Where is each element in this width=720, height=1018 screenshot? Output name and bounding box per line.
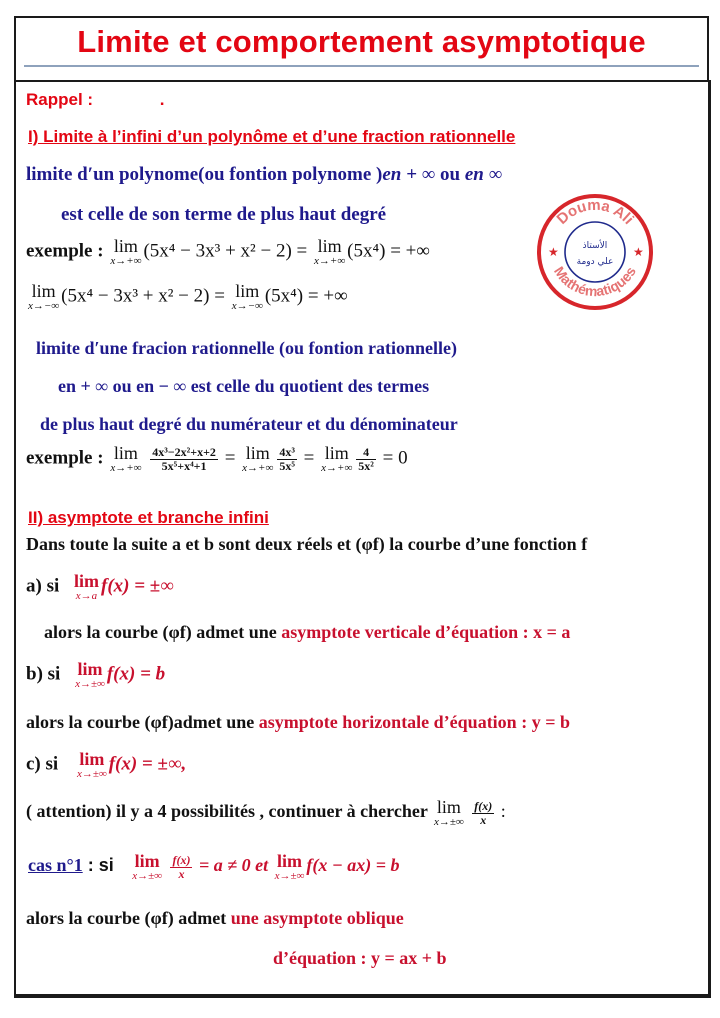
svg-text:الأستاذ: الأستاذ — [582, 241, 608, 251]
poly-example-2 — [26, 282, 348, 312]
cas1-condition — [28, 852, 400, 882]
case-c-condition — [26, 750, 186, 780]
case-c-expression: f(x) = ±∞, — [108, 753, 187, 775]
poly-result: (5x⁴) = +∞ — [264, 285, 348, 307]
case-a-conclusion — [44, 622, 570, 643]
frac-rule-line2: en + ∞ ou en − ∞ est celle du quotient des termes — [58, 376, 430, 396]
fraction-fx-over-x: $\frac{f(x)}{x}$ — [474, 798, 493, 827]
frac-rule-line1: limite d′une fracion rationnelle (ou fontion rationnelle) — [36, 338, 458, 358]
case-a-label: a) si — [26, 575, 60, 597]
case-a-condition — [26, 572, 174, 602]
lim-operator: lim x→+∞ — [110, 236, 142, 267]
si-text: : si — [82, 855, 114, 876]
lim-operator: lim x→+∞ — [242, 443, 274, 474]
svg-text:★: ★ — [633, 245, 644, 259]
example-label: exemple : — [26, 240, 104, 262]
case-b-conclusion — [26, 712, 570, 733]
svg-text:★: ★ — [548, 245, 559, 259]
frac-result: = 0 — [382, 447, 408, 469]
poly-expression: (5x⁴ − 3x³ + x² − 2) = — [61, 285, 225, 307]
page-title: Limite et comportement asymptotique — [77, 24, 646, 59]
lim-operator: lim x→a — [74, 571, 99, 602]
title-divider — [24, 65, 699, 67]
conclusion-text: alors la courbe (φf) admet une — [44, 622, 282, 642]
example-label: exemple : — [26, 447, 104, 469]
cas1-expression-2: f(x − ax) = b — [306, 855, 400, 876]
section2-heading: II) asymptote et branche infini — [28, 508, 269, 527]
fraction-3: $\frac{4}{\text{5x²}}$ — [358, 444, 374, 473]
section2-intro: Dans toute la suite a et b sont deux réels et (φf) la courbe d’une fonction f — [26, 534, 588, 554]
lim-operator: lim x→−∞ — [28, 281, 60, 312]
lim-operator: lim x→+∞ — [110, 443, 142, 474]
lim-operator: lim x→±∞ — [274, 851, 305, 882]
lim-operator: lim x→±∞ — [433, 797, 464, 828]
rappel-dot: . — [159, 90, 165, 109]
conclusion-text: alors la courbe (φf)admet une — [26, 712, 259, 732]
fraction-2: $\frac{\text{4x³}}{\text{5x⁵}}$ — [279, 444, 295, 473]
author-stamp-icon — [535, 192, 655, 312]
fraction-1: $\frac{\text{4x³−2x²+x+2}}{\text{5x⁵+x⁴+1}}$ — [152, 444, 216, 473]
plus-infinity: en + ∞ — [382, 164, 436, 185]
vertical-asymptote: asymptote verticale d’équation : x = a — [281, 622, 571, 642]
attention-line — [26, 798, 506, 828]
conclusion-text: alors la courbe (φf) admet — [26, 908, 231, 928]
poly-rule-line2: est celle de son terme de plus haut degré — [61, 204, 387, 225]
lim-operator: lim x→+∞ — [314, 236, 346, 267]
infinity: en ∞ — [464, 164, 503, 185]
oblique-equation: d’équation : y = ax + b — [273, 948, 447, 968]
cas1-label: cas n°1 — [28, 855, 83, 876]
poly-rule-line1 — [26, 164, 502, 186]
poly-expression: (5x⁴ − 3x³ + x² − 2) = — [143, 240, 308, 262]
fraction-fx-over-x: $\frac{f(x)}{x}$ — [172, 852, 191, 881]
svg-text:Mathématiques: Mathématiques — [550, 263, 639, 300]
frac-rule-line3: de plus haut degré du numérateur et du dénominateur — [40, 414, 458, 434]
lim-operator: lim x→±∞ — [76, 749, 107, 780]
case-b-condition — [26, 660, 165, 690]
frac-example: exemple : lim x→+∞ $\frac{\text{4x³−2x²+x+2}}{\text{5x⁵+x⁴+1}}$ = lim x→+∞ $\frac{\text{4x³}}{\text{5x⁵}}$ = lim x→+∞ $\frac{4}{\text{5x²}}$ = 0 — [26, 443, 408, 474]
lim-operator: lim x→±∞ — [75, 659, 105, 690]
poly-result: (5x⁴) = +∞ — [347, 240, 430, 262]
case-a-expression: f(x) = ±∞ — [101, 575, 174, 597]
lim-operator: lim x→±∞ — [132, 851, 162, 882]
colon: : — [500, 801, 506, 822]
cas1-conclusion — [26, 908, 404, 929]
oblique-asymptote: une asymptote oblique — [230, 908, 404, 928]
case-b-label: b) si — [26, 663, 61, 685]
rappel-label — [26, 90, 165, 110]
lim-operator: lim x→−∞ — [231, 281, 263, 312]
svg-text:Douma Ali: Douma Ali — [553, 196, 637, 228]
section1-heading: I) Limite à l’infini d’un polynôme et d’une fraction rationnelle — [28, 127, 516, 146]
horizontal-asymptote: asymptote horizontale d’équation : y = b — [258, 712, 570, 732]
poly-rule-text: limite d′un polynome(ou fontion polynome ) — [26, 164, 383, 185]
poly-example-1 — [26, 237, 430, 267]
cas1-expression: = a ≠ 0 et — [198, 855, 269, 876]
case-c-label: c) si — [26, 753, 59, 775]
rappel-text: Rappel : — [26, 90, 94, 109]
or-text: ou — [435, 164, 465, 185]
svg-text:علي دومة: علي دومة — [576, 257, 614, 267]
lim-operator: lim x→+∞ — [321, 443, 353, 474]
attention-text: ( attention) il y a 4 possibilités , continuer à chercher — [26, 801, 428, 822]
case-b-expression: f(x) = b — [106, 663, 166, 685]
